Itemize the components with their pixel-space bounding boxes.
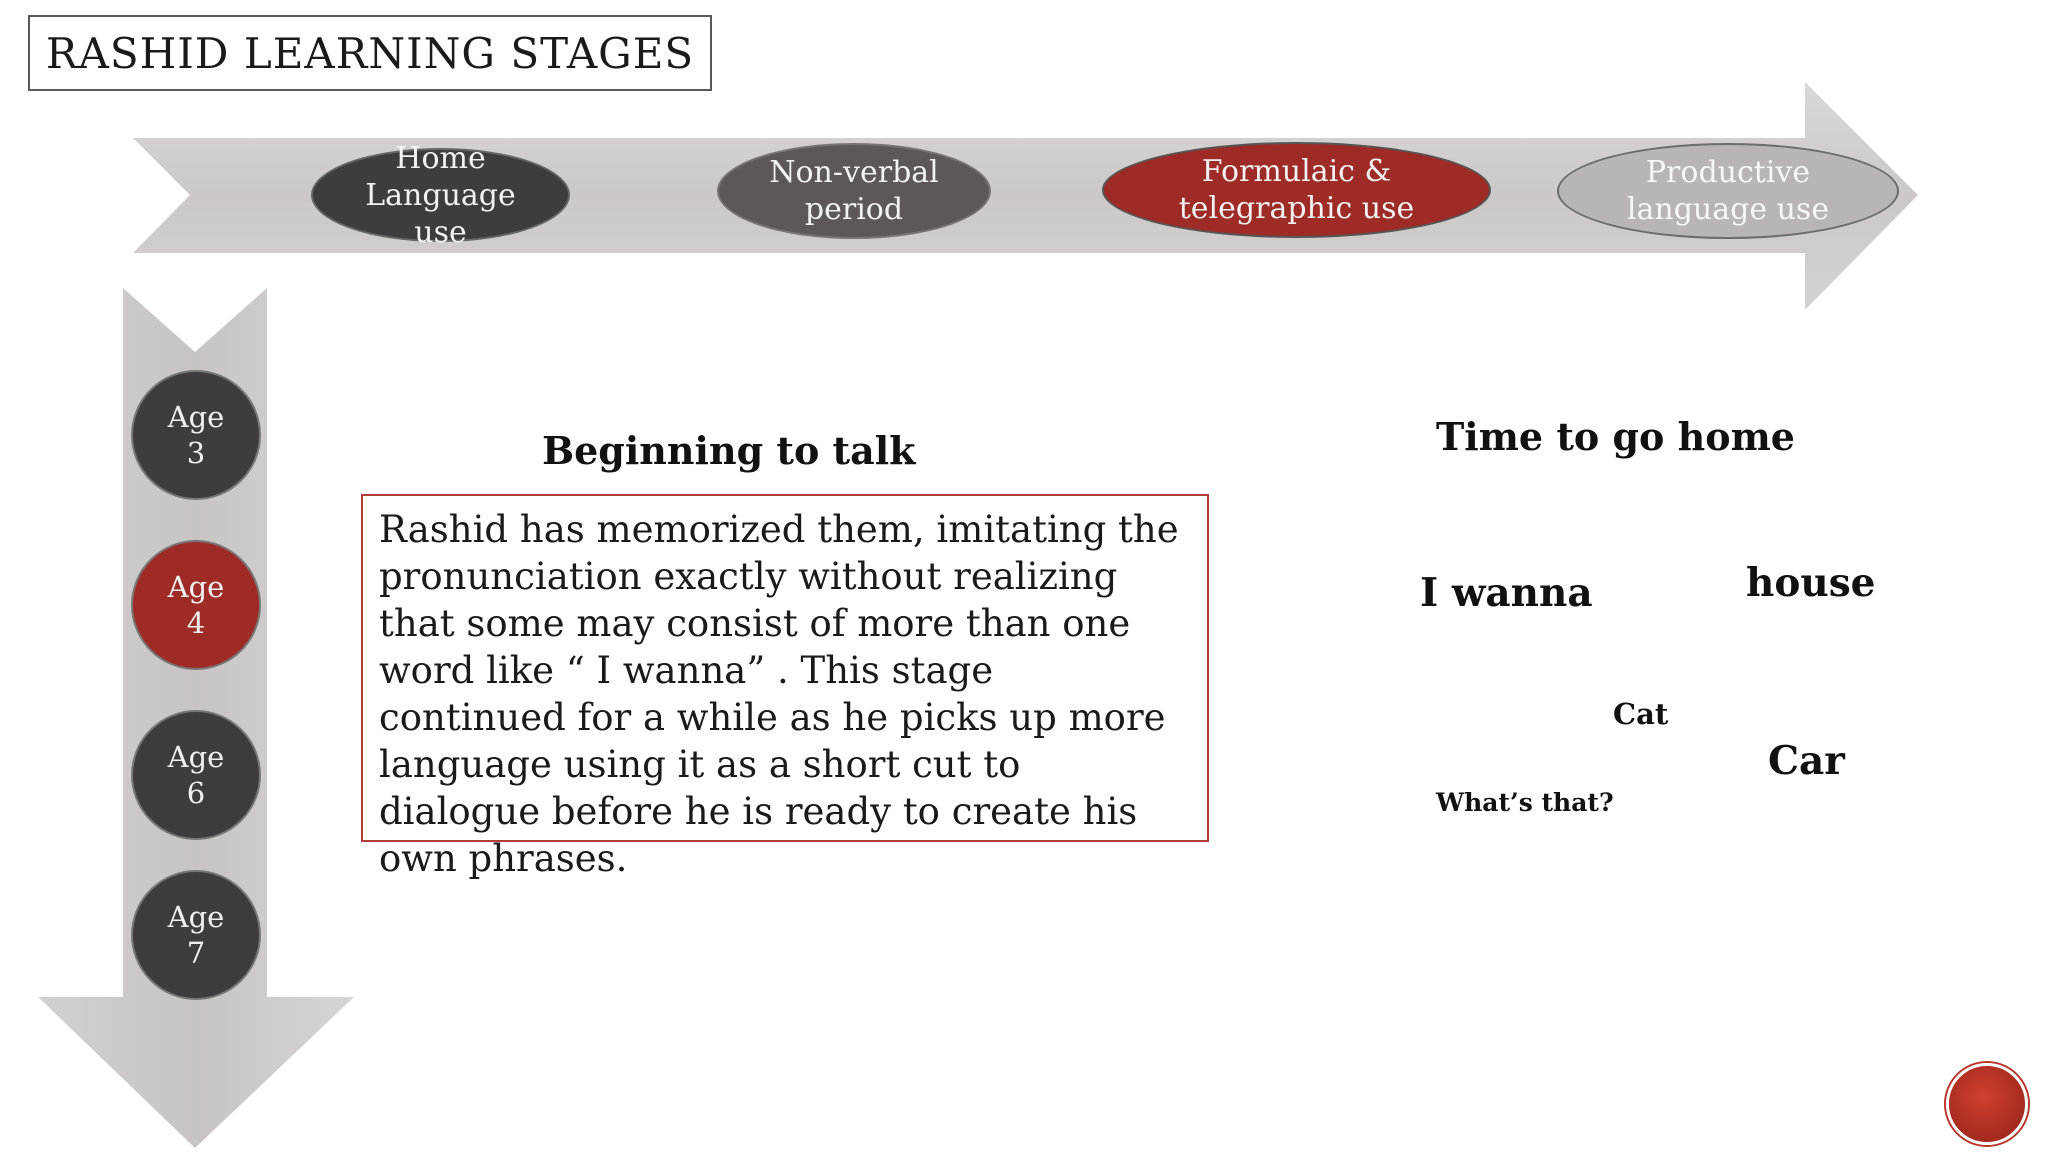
age-label: Age 4 bbox=[167, 570, 225, 640]
age-label: Age 7 bbox=[167, 900, 225, 970]
age-label: Age 3 bbox=[167, 400, 225, 470]
phrase-house: house bbox=[1746, 560, 1876, 606]
stage-formulaic-telegraphic-use bbox=[1102, 142, 1491, 238]
stage-label: Formulaic & telegraphic use bbox=[1178, 154, 1415, 226]
stage-non-verbal-period bbox=[717, 143, 991, 239]
age-4-circle bbox=[131, 540, 261, 670]
age-3-circle bbox=[131, 370, 261, 500]
age-6-circle bbox=[131, 710, 261, 840]
stage-label: Productive language use bbox=[1626, 155, 1830, 227]
stage-label: Non-verbal period bbox=[769, 155, 939, 227]
stage-productive-language-use bbox=[1557, 143, 1899, 239]
stage-home-language-use bbox=[311, 140, 570, 250]
phrase-i-wanna: I wanna bbox=[1420, 570, 1593, 616]
phrase-car: Car bbox=[1768, 738, 1845, 784]
slide-logo-icon bbox=[1946, 1063, 2028, 1145]
stage-label: Home Language use bbox=[365, 140, 516, 250]
age-7-circle bbox=[131, 870, 261, 1000]
age-label: Age 6 bbox=[167, 740, 225, 810]
page-title: RASHID LEARNING STAGES bbox=[28, 15, 712, 91]
section-heading: Beginning to talk bbox=[542, 428, 916, 473]
phrases-heading: Time to go home bbox=[1436, 414, 1795, 459]
description-box: Rashid has memorized them, imitating the pronunciation exactly without realizing that some may consist of more than one word like “ I wanna” . This stage continued for a while as he picks up more language using it as a short cut to dialogue before he is ready to create his own phrases. bbox=[361, 494, 1209, 842]
phrase-cat: Cat bbox=[1613, 697, 1669, 731]
phrase-whats-that: What’s that? bbox=[1436, 788, 1614, 817]
